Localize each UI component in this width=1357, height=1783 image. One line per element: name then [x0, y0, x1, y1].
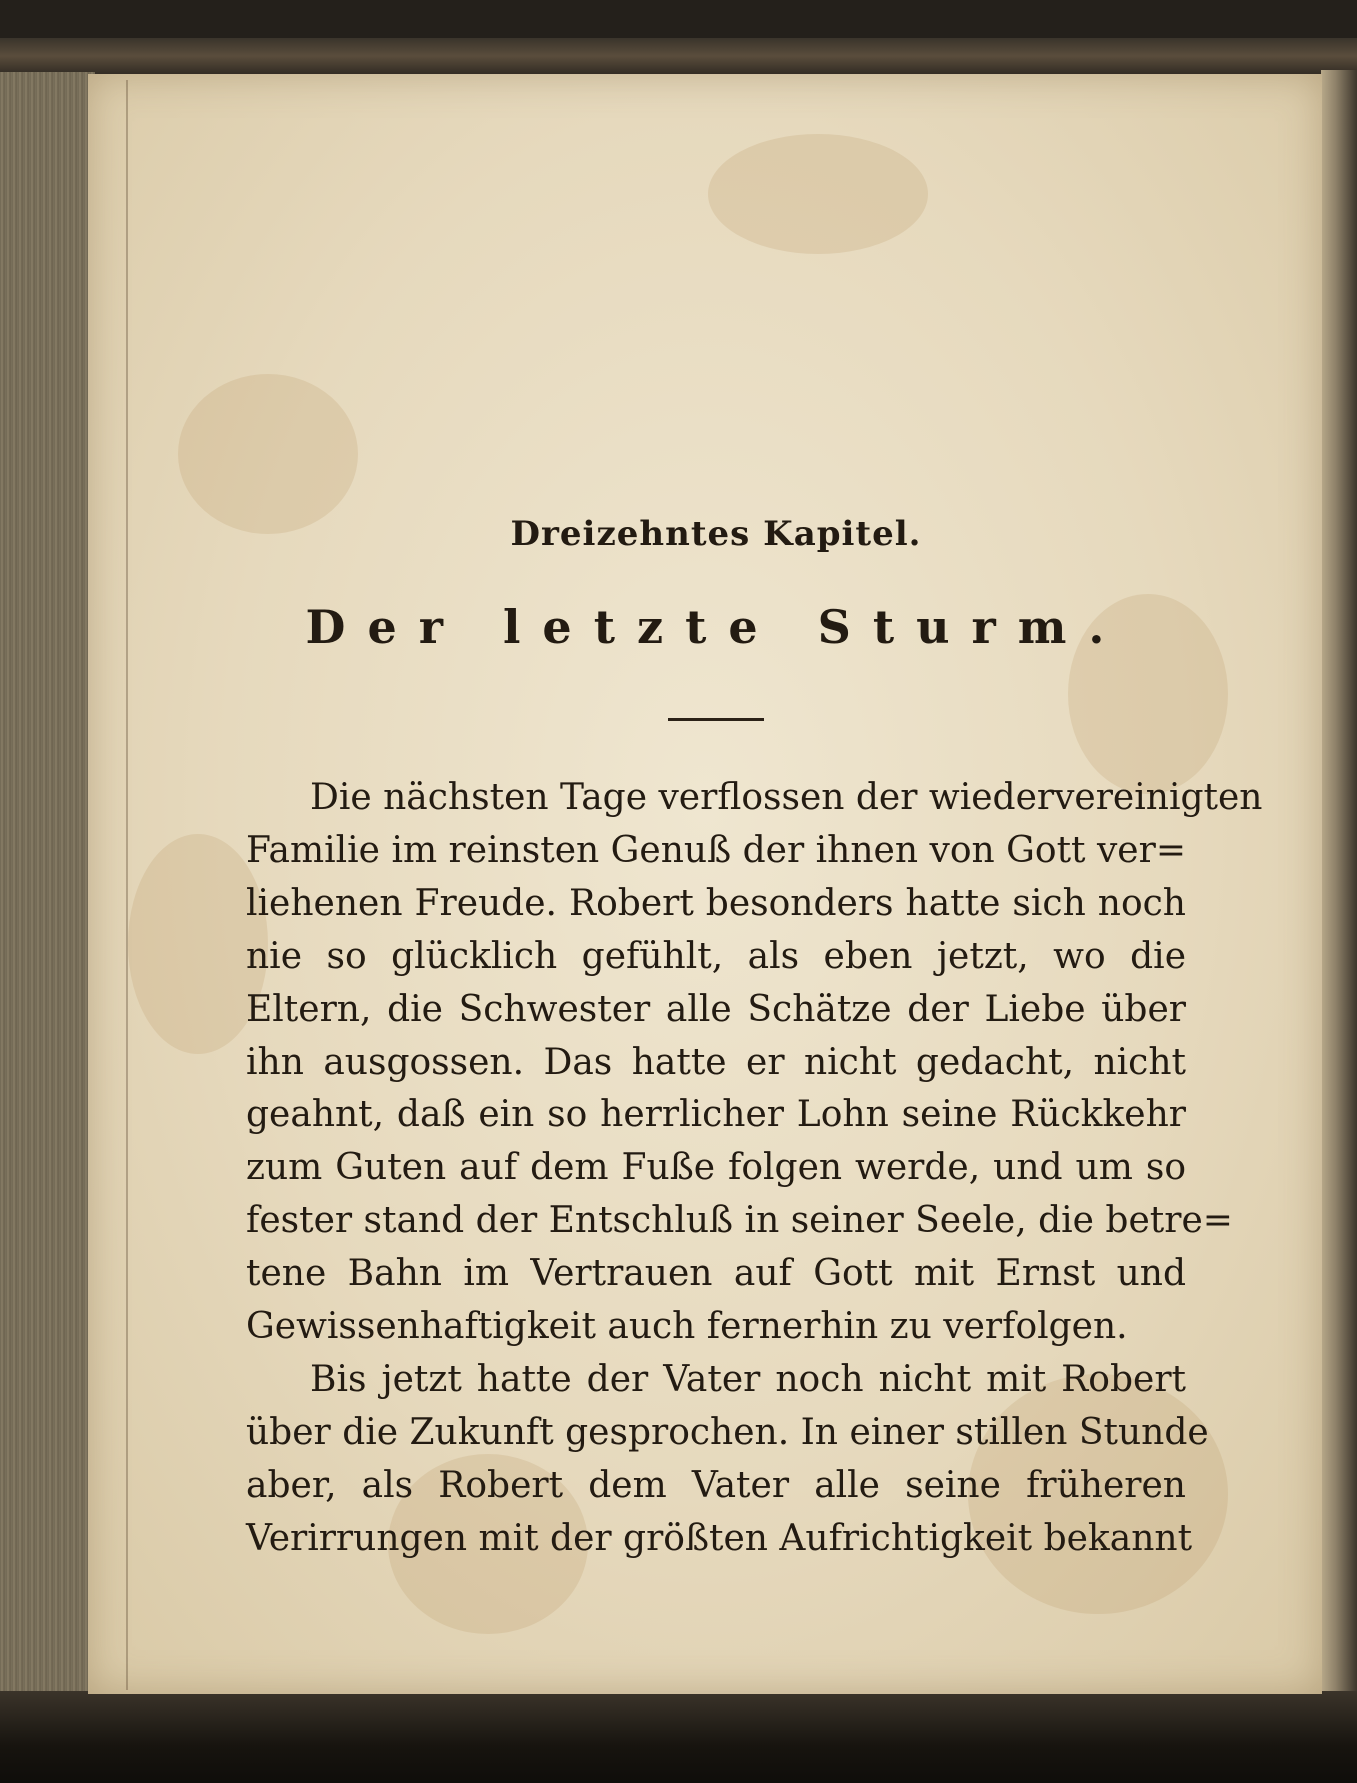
text-line: fester stand der Entschluß in seiner Seele, die betre=	[246, 1200, 1233, 1242]
text-line: Die nächsten Tage verflossen der wiedervereinigten	[310, 777, 1263, 818]
text-line: Verirrungen mit der größten Aufrichtigkeit bekannt	[246, 1517, 1193, 1559]
text-line: liehenen Freude. Robert besonders hatte sich noch	[246, 882, 1186, 924]
text-line: über die Zukunft gesprochen. In einer stillen Stunde	[246, 1411, 1209, 1453]
show-through-text	[238, 244, 1138, 624]
text-line: zum Guten auf dem Fuße folgen werde, und um so	[246, 1147, 1186, 1189]
text-line: Bis jetzt hatte der Vater noch nicht mit Robert	[310, 1358, 1186, 1400]
page-stack-left	[0, 72, 95, 1697]
book-right-edge	[1321, 70, 1357, 1700]
book-top-edge	[0, 38, 1357, 78]
text-line: tene Bahn im Vertrauen auf Gott mit Ernst und	[246, 1253, 1186, 1295]
text-line: Eltern, die Schwester alle Schätze der Liebe über	[246, 988, 1186, 1030]
chapter-title: Der letzte Sturm.	[305, 600, 1127, 654]
text-line: geahnt, daß ein so herrlicher Lohn seine Rückkehr	[246, 1094, 1186, 1136]
text-line: aber, als Robert dem Vater alle seine früheren	[246, 1464, 1186, 1506]
body-text	[246, 772, 1263, 1566]
book-bottom-edge	[0, 1691, 1357, 1783]
chapter-number: Dreizehntes Kapitel.	[510, 514, 922, 554]
title-divider	[668, 718, 764, 721]
text-line: ihn ausgossen. Das hatte er nicht gedacht, nicht	[246, 1041, 1186, 1083]
text-line: nie so glücklich gefühlt, als eben jetzt, wo die	[246, 935, 1186, 977]
page-margin-line	[126, 80, 128, 1690]
text-line: Familie im reinsten Genuß der ihnen von Gott ver=	[246, 829, 1186, 871]
foxing-stain	[708, 134, 928, 254]
text-line: Gewissenhaftigkeit auch fernerhin zu verfolgen.	[246, 1306, 1128, 1348]
